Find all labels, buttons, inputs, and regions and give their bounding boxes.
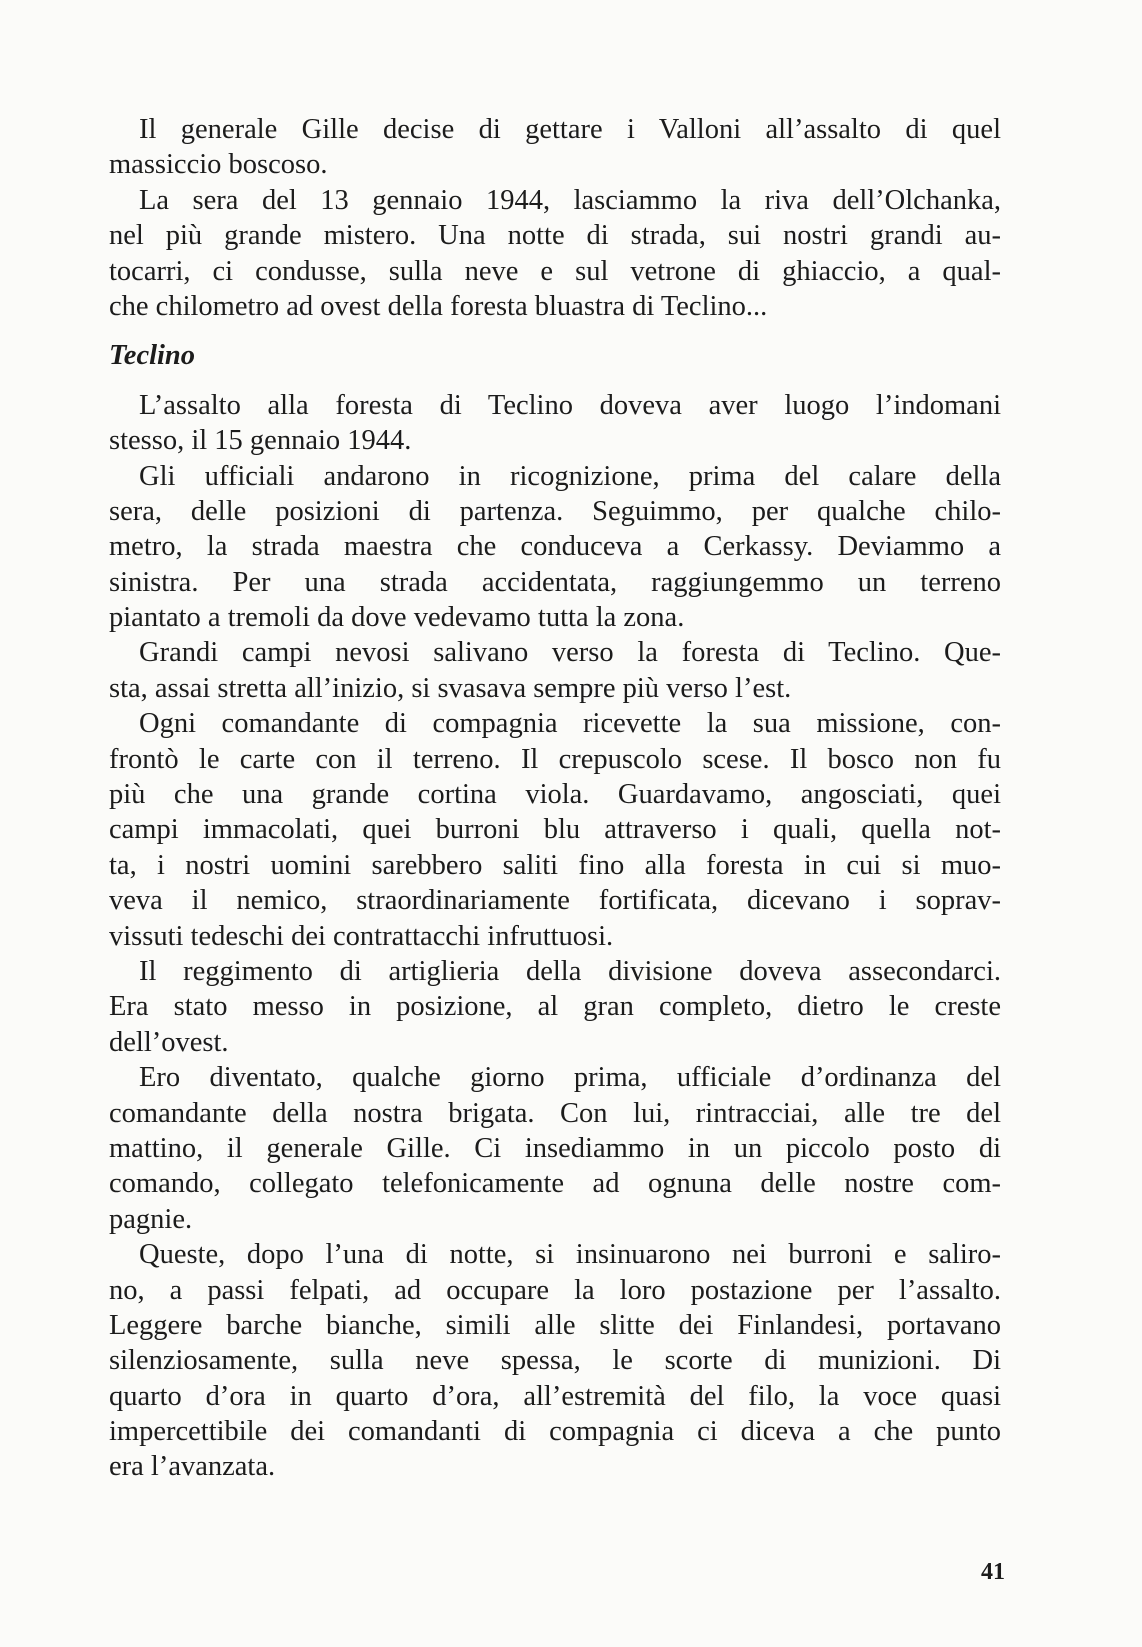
paragraph [109,635,1001,706]
text-line: frontò le carte con il terreno. Il crepuscolo scese. Il bosco non fu [109,743,1001,775]
paragraph [109,183,1001,325]
text-line: vissuti tedeschi dei contrattacchi infruttuosi. [109,920,614,952]
text-line: pagnie. [109,1203,193,1235]
text-line: impercettibile dei comandanti di compagnia ci diceva a che punto [109,1416,1001,1448]
text-line: massiccio boscoso. [109,149,328,181]
text-line: sinistra. Per una strada accidentata, raggiungemmo un terreno [109,566,1001,598]
text-line: comando, collegato telefonicamente ad ognuna delle nostre com- [109,1168,1001,1200]
paragraph [109,1060,1001,1237]
paragraph [109,954,1001,1060]
text-line: veva il nemico, straordinariamente fortificata, dicevano i soprav- [109,885,1001,917]
text-line: La sera del 13 gennaio 1944, lasciammo la riva dell’Olchanka, [139,184,1001,216]
body-text [109,112,1001,1485]
text-line: Leggere barche bianche, simili alle slitte dei Finlandesi, portavano [109,1309,1001,1341]
text-line: ta, i nostri uomini sarebbero saliti fino alla foresta in cui si muo- [109,849,1001,881]
paragraph [109,459,1001,636]
paragraph [109,112,1001,183]
text-line: nel più grande mistero. Una notte di strada, sui nostri grandi au- [109,220,1001,252]
text-line: Era stato messo in posizione, al gran completo, dietro le creste [109,991,1001,1023]
text-line: metro, la strada maestra che conduceva a Cerkassy. Deviammo a [109,531,1001,563]
text-line: mattino, il generale Gille. Ci insediammo in un piccolo posto di [109,1132,1001,1164]
text-line: L’assalto alla foresta di Teclino doveva aver luogo l’indomani [139,389,1001,421]
text-line: stesso, il 15 gennaio 1944. [109,425,412,457]
text-line: campi immacolati, quei burroni blu attraverso i quali, quella not- [109,814,1001,846]
text-line: Il reggimento di artiglieria della divisione doveva assecondarci. [139,955,1001,987]
text-line: più che una grande cortina viola. Guardavamo, angosciati, quei [109,779,1001,811]
text-line: quarto d’ora in quarto d’ora, all’estremità del filo, la voce quasi [109,1380,1001,1412]
text-line: Queste, dopo l’una di notte, si insinuarono nei burroni e saliro- [139,1239,1001,1271]
text-line: Grandi campi nevosi salivano verso la foresta di Teclino. Que- [139,637,1001,669]
text-line: piantato a tremoli da dove vedevamo tutta la zona. [109,602,685,634]
page-number: 41 [981,1559,1005,1585]
text-line: era l’avanzata. [109,1451,276,1483]
text-line: Ero diventato, qualche giorno prima, ufficiale d’ordinanza del [139,1062,1001,1094]
text-line: Gli ufficiali andarono in ricognizione, prima del calare della [139,460,1001,492]
text-line: Ogni comandante di compagnia ricevette la sua missione, con- [139,708,1001,740]
text-line: sta, assai stretta all’inizio, si svasava sempre più verso l’est. [109,672,792,704]
text-line: tocarri, ci condusse, sulla neve e sul vetrone di ghiaccio, a qual- [109,255,1001,287]
text-line: silenziosamente, sulla neve spessa, le scorte di munizioni. Di [109,1345,1001,1377]
paragraph [109,388,1001,459]
text-line: no, a passi felpati, ad occupare la loro postazione per l’assalto. [109,1274,1001,1306]
paragraph [109,1237,1001,1485]
paragraph [109,706,1001,954]
text-line: comandante della nostra brigata. Con lui, rintracciai, alle tre del [109,1097,1001,1129]
section-heading: Teclino [109,340,196,372]
text-line: che chilometro ad ovest della foresta bluastra di Teclino... [109,290,768,322]
text-line: sera, delle posizioni di partenza. Seguimmo, per qualche chilo- [109,495,1001,527]
text-line: dell’ovest. [109,1026,229,1058]
text-line: Il generale Gille decise di gettare i Valloni all’assalto di quel [139,114,1001,145]
